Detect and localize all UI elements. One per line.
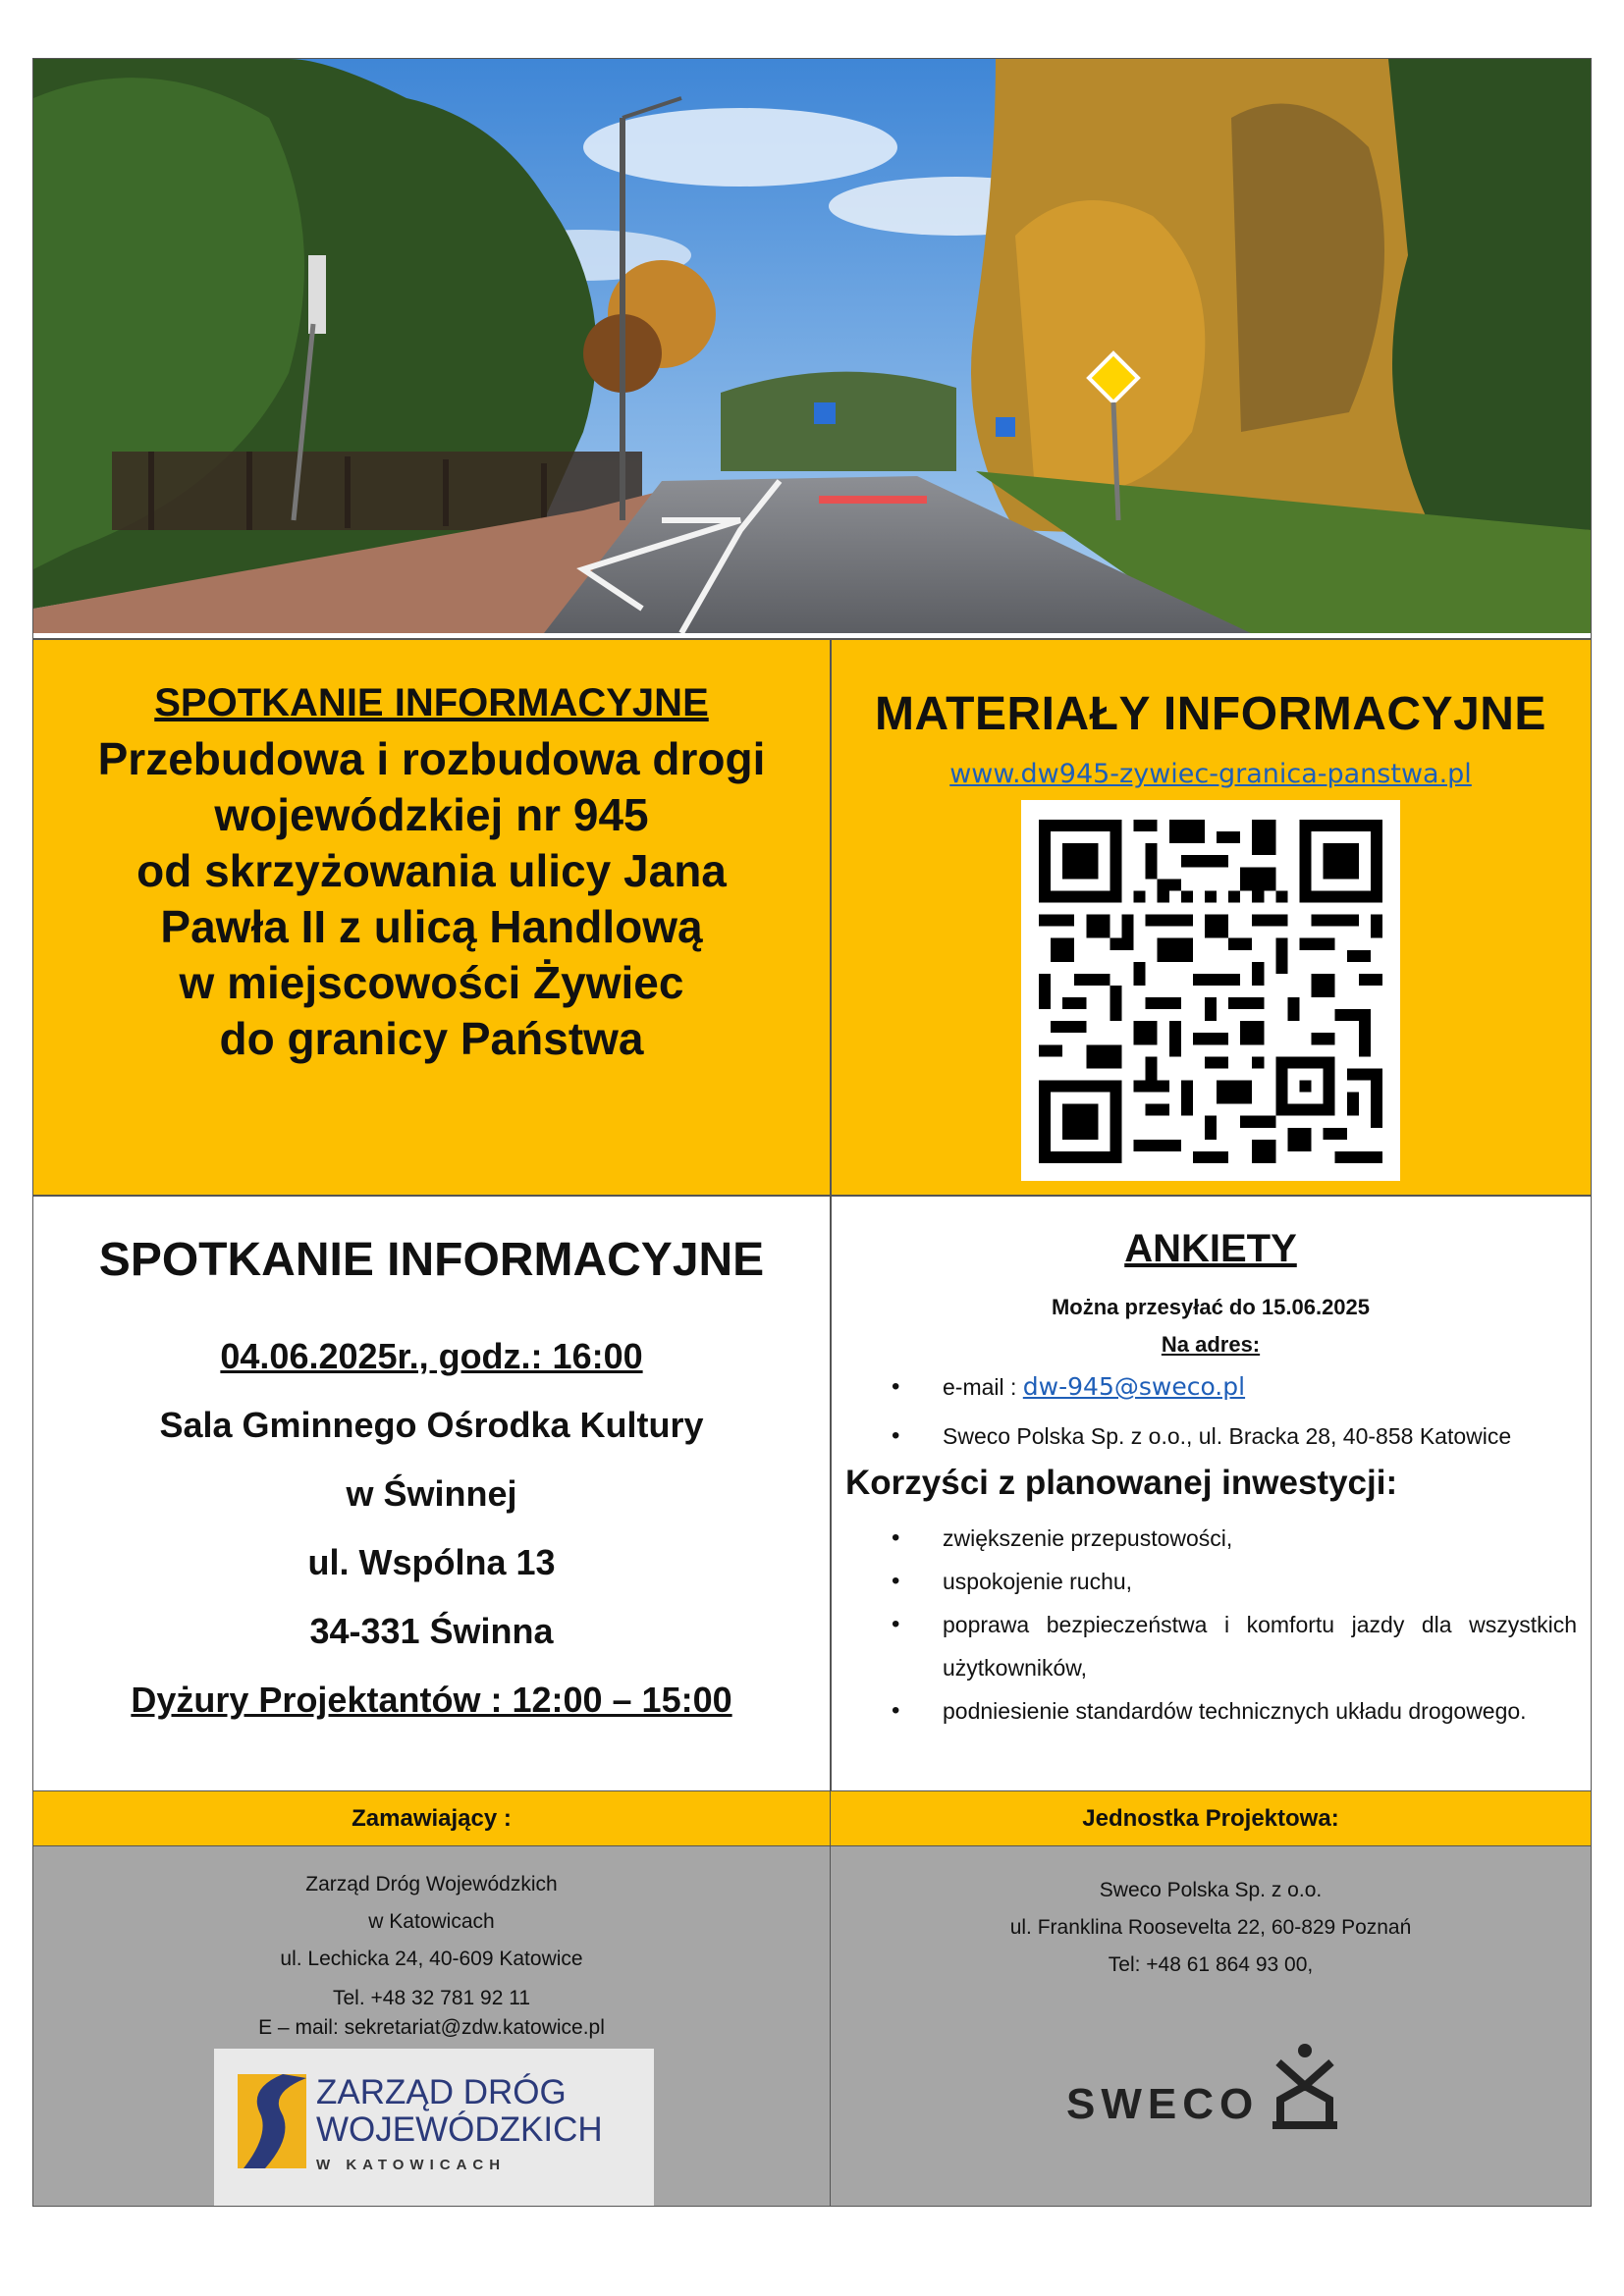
meeting-title-box — [33, 638, 830, 1195]
email-label: e-mail : — [943, 1374, 1023, 1400]
project-title-line: Przebudowa i rozbudowa drogi — [97, 733, 766, 784]
project-title-line: w miejscowości Żywiec — [179, 957, 684, 1008]
road-photo-icon — [33, 59, 1591, 633]
qr-code-icon — [1039, 820, 1382, 1163]
client-box — [33, 1846, 830, 2206]
survey-address-list — [831, 1365, 1591, 1458]
list-item: • Sweco Polska Sp. z o.o., ul. Bracka 28, 40-858 Katowice — [831, 1415, 1591, 1458]
zdw-logo — [214, 2049, 654, 2206]
client-phone: Tel. +48 32 781 92 11 — [332, 1987, 531, 2009]
sweco-figure-icon — [1271, 2041, 1339, 2129]
zdw-logo-line1: ZARZĄD DRÓG — [316, 2073, 567, 2111]
benefits-list — [831, 1517, 1591, 1733]
project-title-line: Pawła II z ulicą Handlową — [160, 901, 703, 952]
meeting-town: w Świnnej — [346, 1473, 517, 1514]
surveys-deadline: Można przesyłać do 15.06.2025 — [1051, 1295, 1371, 1319]
divider — [33, 638, 1591, 640]
designer-address: ul. Franklina Roosevelta 22, 60-829 Poznań — [1009, 1916, 1412, 1939]
client-name: Zarząd Dróg Wojewódzkich — [305, 1873, 558, 1896]
designer-duty-hours: Dyżury Projektantów : 12:00 – 15:00 — [131, 1680, 732, 1720]
benefits-heading: Korzyści z planowanej inwestycji: — [845, 1464, 1398, 1502]
client-email: E – mail: sekretariat@zdw.katowice.pl — [258, 2016, 605, 2039]
meeting-date: 04.06.2025r., godz.: 16:00 — [220, 1336, 643, 1376]
road-photo — [33, 59, 1591, 633]
designer-phone: Tel: +48 61 864 93 00, — [1108, 1953, 1314, 1976]
client-city: w Katowicach — [368, 1910, 495, 1933]
project-title-line: do granicy Państwa — [219, 1013, 644, 1064]
meeting-details — [33, 1196, 830, 1790]
sweco-logo-text: SWECO — [1066, 2080, 1260, 2128]
zdw-logo-line2: WOJEWÓDZKICH — [316, 2110, 603, 2149]
surveys-box — [831, 1196, 1591, 1790]
sweco-logo — [1066, 2041, 1339, 2129]
project-title-line: od skrzyżowania ulicy Jana — [136, 845, 727, 896]
materials-link[interactable]: www.dw945-zywiec-granica-panstwa.pl — [949, 759, 1472, 789]
project-title-line: wojewódzkiej nr 945 — [214, 789, 649, 840]
meeting-details-heading: SPOTKANIE INFORMACYJNE — [98, 1234, 765, 1286]
list-item: • podniesienie standardów technicznych układu drogowego. — [831, 1689, 1591, 1733]
designer-name: Sweco Polska Sp. z o.o. — [1099, 1879, 1323, 1901]
list-item: • zwiększenie przepustowości, — [831, 1517, 1591, 1560]
materials-heading: MATERIAŁY INFORMACYJNE — [875, 688, 1546, 740]
list-item — [831, 1365, 1591, 1409]
project-title — [33, 731, 830, 1067]
yellow-row — [33, 638, 1591, 1195]
designer-box — [831, 1846, 1591, 2206]
list-item: • uspokojenie ruchu, — [831, 1560, 1591, 1603]
surveys-address-label: Na adres: — [1161, 1332, 1261, 1357]
meeting-street: ul. Wspólna 13 — [307, 1542, 556, 1582]
designer-label: Jednostka Projektowa: — [831, 1791, 1591, 1845]
meeting-venue: Sala Gminnego Ośrodka Kultury — [159, 1405, 704, 1445]
list-item: • poprawa bezpieczeństwa i komfortu jazdy dla wszystkich użytkowników, — [831, 1603, 1591, 1689]
meeting-heading: SPOTKANIE INFORMACYJNE — [154, 681, 709, 724]
qr-code[interactable] — [1021, 800, 1400, 1181]
client-label: Zamawiający : — [33, 1791, 830, 1845]
client-address: ul. Lechicka 24, 40-609 Katowice — [280, 1948, 583, 1970]
zdw-logo-line3: W KATOWICACH — [316, 2157, 507, 2173]
surveys-heading: ANKIETY — [1124, 1227, 1297, 1270]
meeting-postcode: 34-331 Świnna — [309, 1611, 554, 1651]
materials-box — [831, 638, 1591, 1195]
survey-email-link[interactable]: dw-945@sweco.pl — [1022, 1372, 1246, 1401]
